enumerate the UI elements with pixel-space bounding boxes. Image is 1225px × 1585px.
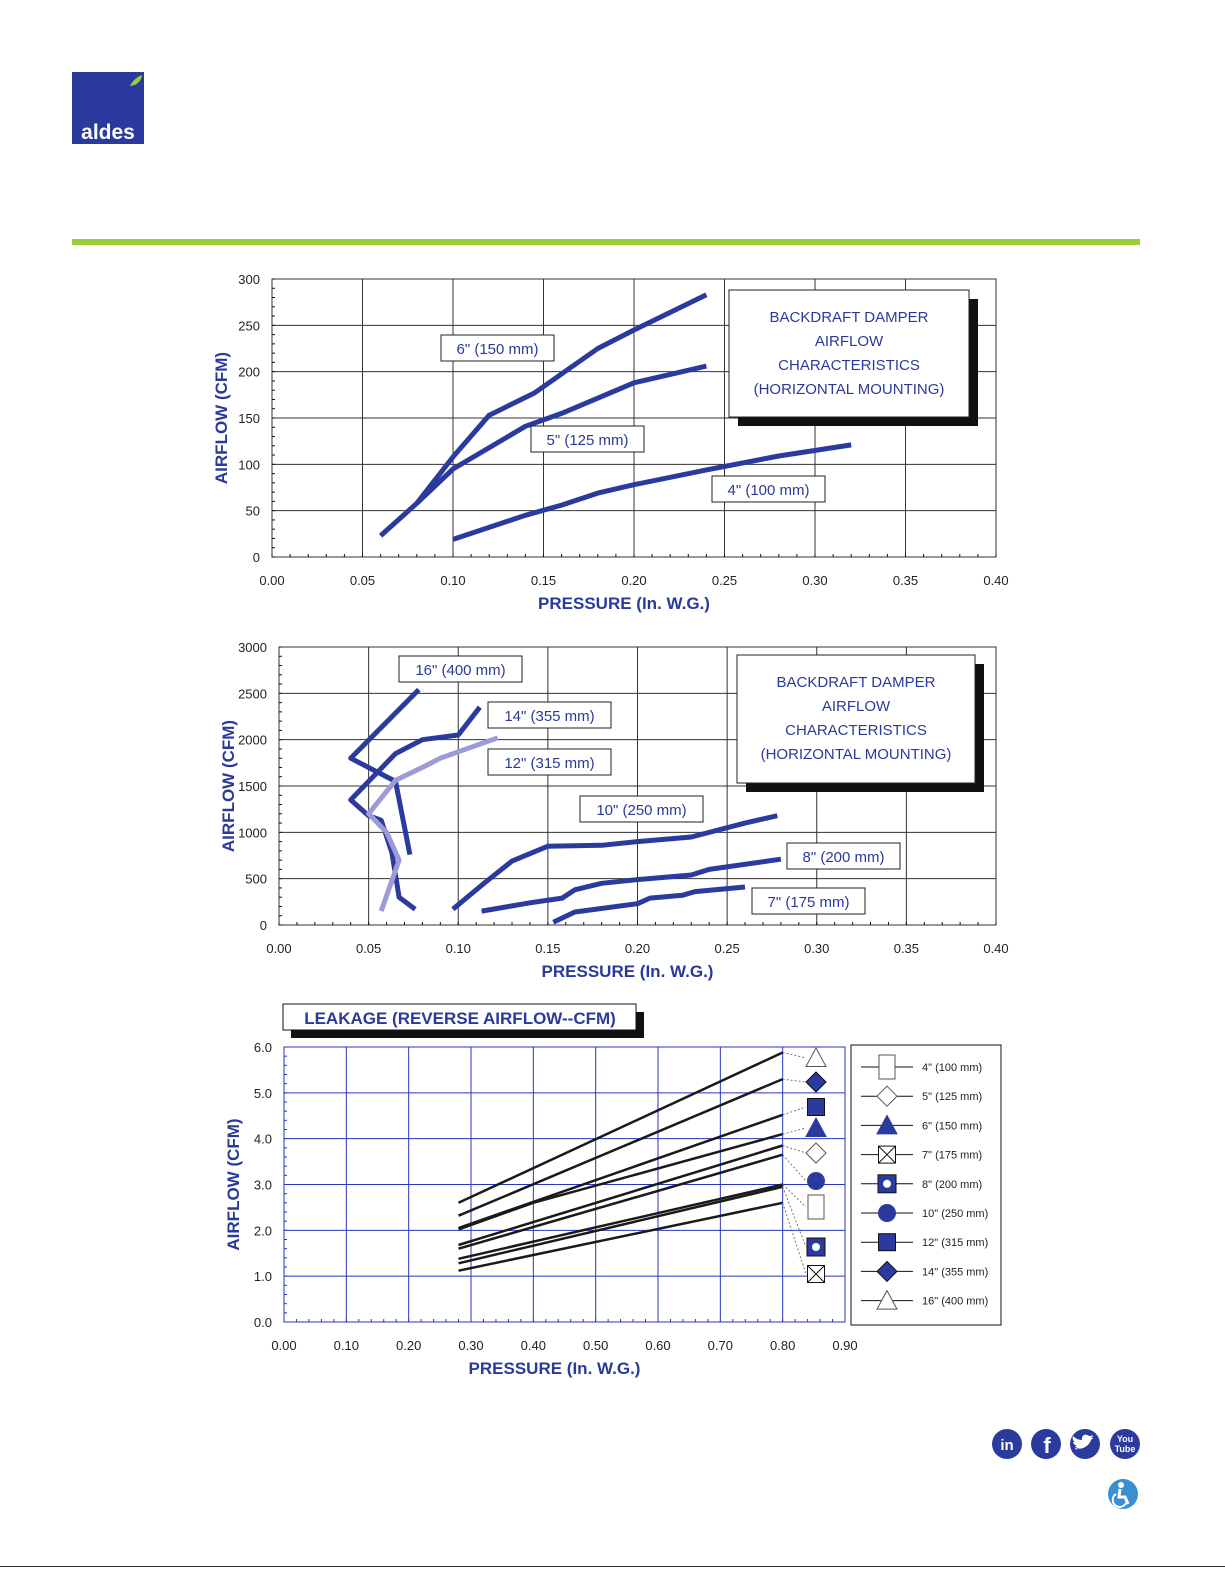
- y-tick-label: 100: [238, 457, 260, 473]
- y-tick-label: 1.0: [253, 1269, 272, 1285]
- x-tick-label: 0.20: [624, 941, 651, 956]
- series-label: 8" (200 mm): [802, 849, 885, 866]
- x-tick-label: 0.35: [893, 941, 920, 956]
- marker-shape: [879, 1234, 896, 1251]
- legend-entry: 14" (355 mm): [922, 1266, 989, 1279]
- linkedin-icon[interactable]: [992, 1429, 1022, 1459]
- chart-title-line: CHARACTERISTICS: [785, 722, 927, 739]
- x-tick-label: 0.70: [707, 1338, 733, 1353]
- y-tick-label: 3000: [238, 640, 267, 655]
- series-label: 4" (100 mm): [727, 482, 810, 499]
- marker-dot: [812, 1243, 820, 1251]
- chart-title-line: (HORIZONTAL MOUNTING): [760, 746, 952, 763]
- x-tick-label: 0.10: [440, 573, 466, 588]
- chart-title-line: AIRFLOW: [821, 698, 891, 715]
- twitter-icon[interactable]: [1070, 1429, 1100, 1459]
- x-tick-label: 0.20: [621, 573, 647, 588]
- x-tick-label: 0.35: [892, 573, 919, 588]
- x-tick-label: 0.30: [804, 941, 830, 956]
- y-tick-label: 5.0: [253, 1085, 272, 1101]
- x-tick-label: 0.40: [983, 941, 1009, 956]
- y-tick-label: 150: [238, 411, 260, 426]
- chart-title-line: BACKDRAFT DAMPER: [776, 674, 936, 691]
- marker-shape: [807, 1172, 825, 1190]
- series-label: 5" (125 mm): [546, 432, 629, 449]
- y-axis-title: AIRFLOW (CFM): [219, 719, 238, 853]
- chart-title-line: CHARACTERISTICS: [778, 357, 920, 374]
- x-tick-label: 0.25: [711, 573, 738, 588]
- legend-entry: 4" (100 mm): [922, 1062, 983, 1074]
- chart-title-line: BACKDRAFT DAMPER: [769, 309, 929, 326]
- y-tick-label: 300: [238, 272, 260, 287]
- chart-title-line: (HORIZONTAL MOUNTING): [753, 381, 945, 398]
- y-axis-title: AIRFLOW (CFM): [224, 1118, 243, 1251]
- x-tick-label: 0.20: [396, 1338, 422, 1353]
- marker-rect-open: [879, 1055, 895, 1079]
- series-label: 7" (175 mm): [767, 894, 850, 911]
- y-tick-label: 6.0: [253, 1040, 272, 1055]
- facebook-icon[interactable]: [1031, 1429, 1061, 1459]
- legend-entry: 8" (200 mm): [922, 1178, 983, 1191]
- series-label: 12" (315 mm): [504, 755, 595, 772]
- x-tick-label: 0.05: [349, 573, 376, 588]
- x-tick-label: 0.50: [583, 1338, 609, 1353]
- legend-entry: 12" (315 mm): [922, 1237, 989, 1250]
- svg-text:Tube: Tube: [1114, 1444, 1136, 1454]
- legend-entry: 7" (175 mm): [922, 1149, 983, 1162]
- marker-square-dot: [807, 1238, 825, 1256]
- y-tick-label: 1500: [238, 779, 267, 794]
- marker-square-filled: [808, 1099, 825, 1116]
- legend-entry: 5" (125 mm): [922, 1091, 983, 1104]
- y-tick-label: 200: [238, 364, 260, 380]
- marker-dot: [883, 1180, 891, 1188]
- svg-text:in: in: [1000, 1437, 1014, 1454]
- marker-square-dot: [878, 1175, 896, 1193]
- marker-shape: [808, 1195, 824, 1219]
- x-tick-label: 0.90: [832, 1338, 858, 1353]
- accessibility-icon[interactable]: [1107, 1478, 1139, 1510]
- y-tick-label: 4.0: [253, 1131, 272, 1147]
- marker-circle-filled: [807, 1172, 825, 1190]
- social-links: [992, 1429, 1142, 1459]
- y-axis-title: AIRFLOW (CFM): [212, 351, 231, 485]
- series-label: 16" (400 mm): [415, 662, 506, 679]
- marker-square-x: [808, 1266, 825, 1283]
- x-tick-label: 0.10: [333, 1338, 359, 1353]
- youtube-icon[interactable]: [1110, 1429, 1140, 1459]
- marker-rect-open: [808, 1195, 824, 1219]
- footer-rule: [0, 1566, 1225, 1567]
- svg-text:f: f: [1043, 1433, 1051, 1458]
- series-label: 10" (250 mm): [596, 802, 687, 819]
- x-tick-label: 0.40: [983, 573, 1009, 588]
- marker-square-filled: [879, 1234, 896, 1251]
- x-tick-label: 0.00: [271, 1338, 297, 1353]
- y-tick-label: 2.0: [253, 1223, 272, 1239]
- y-tick-label: 3.0: [253, 1177, 272, 1193]
- x-tick-label: 0.30: [802, 573, 828, 588]
- x-tick-label: 0.10: [445, 941, 471, 956]
- chart-title: LEAKAGE (REVERSE AIRFLOW--CFM): [304, 1009, 616, 1028]
- x-tick-label: 0.00: [266, 941, 292, 956]
- x-tick-label: 0.15: [530, 573, 557, 588]
- x-tick-label: 0.30: [458, 1338, 484, 1353]
- y-tick-label: 50: [245, 503, 260, 519]
- marker-circle-filled: [878, 1204, 896, 1222]
- chart-title-line: AIRFLOW: [814, 333, 884, 350]
- svg-text:You: You: [1116, 1434, 1134, 1444]
- y-tick-label: 500: [245, 871, 267, 887]
- x-tick-label: 0.00: [259, 573, 285, 588]
- x-tick-label: 0.60: [645, 1338, 671, 1353]
- x-axis-title: PRESSURE (In. W.G.): [541, 962, 714, 981]
- marker-shape: [879, 1055, 895, 1079]
- logo-text: aldes: [81, 121, 135, 144]
- marker-square-x: [879, 1146, 896, 1163]
- y-tick-label: 0: [259, 918, 267, 933]
- y-tick-label: 2500: [238, 686, 267, 702]
- x-axis-title: PRESSURE (In. W.G.): [468, 1359, 641, 1378]
- x-tick-label: 0.15: [535, 941, 561, 956]
- y-tick-label: 1000: [238, 825, 267, 841]
- x-tick-label: 0.05: [355, 941, 382, 956]
- legend-entry: 6" (150 mm): [922, 1120, 983, 1133]
- legend-entry: 10" (250 mm): [922, 1208, 989, 1220]
- x-tick-label: 0.40: [520, 1338, 546, 1353]
- y-tick-label: 0: [252, 550, 260, 565]
- y-tick-label: 0.0: [253, 1315, 272, 1330]
- series-label: 6" (150 mm): [456, 341, 539, 358]
- x-tick-label: 0.80: [770, 1338, 796, 1353]
- marker-shape: [878, 1204, 896, 1222]
- marker-shape: [808, 1099, 825, 1116]
- y-tick-label: 2000: [238, 732, 267, 748]
- series-label: 14" (355 mm): [504, 708, 595, 725]
- y-tick-label: 250: [238, 318, 260, 334]
- x-axis-title: PRESSURE (In. W.G.): [538, 594, 710, 613]
- x-tick-label: 0.25: [714, 941, 740, 956]
- legend-entry: 16" (400 mm): [922, 1295, 989, 1308]
